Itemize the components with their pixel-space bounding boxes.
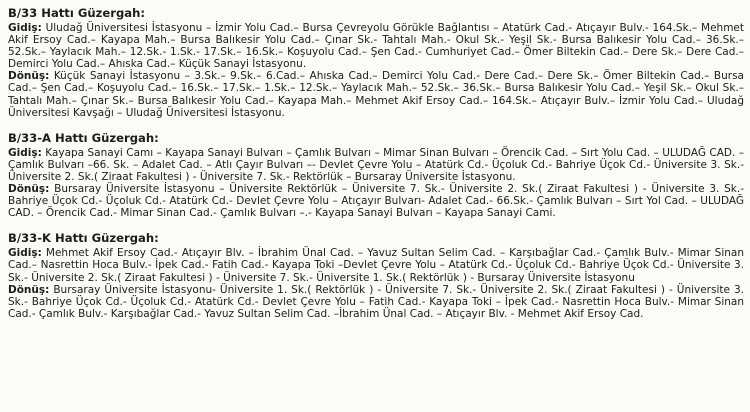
route-section-b33 [8, 6, 744, 119]
return-label: Dönüş: [8, 70, 50, 83]
outbound-route [8, 147, 744, 183]
section-title: B/33-K Hattı Güzergah: [8, 231, 159, 246]
outbound-route-text: Uludağ Üniversitesi İstasyonu – İzmir Yolu Cad.– Bursa Çevreyolu Görükle Bağlantısı – Atatürk Cad.- Atıçayır Bulv.- 164.Sk.– Mehmet Akif Ersoy Cad.– Kayapa Mah.– Bursa Balıkesir Yolu Cad.– Çınar Sk.- Tahtalı Mah.- Okul Sk.- Yeşil Sk.- Bursa Balıkesir Yolu Cad.– 36.Sk.– 52.Sk.– Yaylacık Mah.– 12.Sk.- 1.Sk.- 17.Sk.– 16.Sk.– Koşuyolu Cad.– Şen Cad.- Cumhuriyet Cad.– Ömer Biltekin Cad.– Dere Sk.– Dere Cad.– Demirci Yolu Cad.– Ahıska Cad.– Küçük Sanayi İstasyonu. [8, 22, 744, 71]
return-label: Dönüş: [8, 183, 50, 196]
outbound-label: Gidiş: [8, 146, 42, 159]
section-title: B/33 Hattı Güzergah: [8, 6, 145, 20]
outbound-route [8, 22, 744, 70]
outbound-label: Gidiş: [8, 247, 42, 260]
outbound-route [8, 247, 744, 283]
return-route-text: Küçük Sanayi İstasyonu – 3.Sk.– 9.Sk.– 6.Cad.– Ahıska Cad.– Demirci Yolu Cad.- Dere Cad.– Dere Sk.– Ömer Biltekin Cad.– Bursa Cad.– Şen Cad.– Koşuyolu Cad.– 16.Sk.– 17.Sk.– 1.Sk.– 12.Sk.– Yaylacık Mah.– 52.Sk.– 36.Sk.– Bursa Balıkesir Yolu Cad.– Yeşil Sk.– Okul Sk.– Tahtalı Mah.– Çınar Sk.– Bursa Balıkesir Yolu Cad.– Kayapa Mah.– Mehmet Akif Ersoy Cad.– 164.Sk.– Atıçayır Bulv.– İzmir Yolu Cad.– Uludağ Üniversitesi Kavşağı – Uludağ Üniversitesi İstasyonu. [8, 70, 744, 119]
outbound-route-text: Mehmet Akif Ersoy Cad.- Atıçayır Blv. – İbrahim Ünal Cad. – Yavuz Sultan Selim Cad. – Karşıbağlar Cad.- Çamlık Bulv.- Mimar Sinan Cad.– Nasrettin Hoca Bulv.- İpek Cad.- Fatih Cad.- Kayapa Toki –Devlet Çevre Yolu – Atatürk Cd.- Üçoluk Cd.- Bahriye Üçok Cd.- Üniversite 3. Sk.- Üniversite 2. Sk.( Ziraat Fakultesi ) - Üniversite 7. Sk.- Üniversite 1. Sk.( Rektörlük ) - Bursaray Üniversite İstasyonu [8, 247, 744, 284]
return-route-text: Bursaray Üniversite İstasyonu – Üniversite Rektörlük – Üniversite 7. Sk.- Üniversite 2. Sk.( Ziraat Fakultesi ) - Üniversite 3. Sk.- Bahriye Üçok Cd.- Üçoluk Cd.- Atatürk Cd.- Devlet Çevre Yolu – Atıçayır Bulvarı- Adalet Cad.- 66.Sk.- Çamlık Bulvarı – Sırt Yol Cad. – ULUDAĞ CAD. – Örencik Cad.- Mimar Sinan Cad.- Çamlık Bulvarı –.- Kayapa Sanayi Bulvarı – Kayapa Sanayi Cami. [8, 183, 744, 220]
outbound-label: Gidiş: [8, 22, 42, 34]
route-section-b33-a [8, 131, 744, 220]
return-route-text: Bursaray Üniversite İstasyonu- Üniversite 1. Sk.( Rektörlük ) - Üniversite 7. Sk.- Üniversite 2. Sk.( Ziraat Fakultesi ) - Üniversite 3. Sk.- Bahriye Üçok Cd.- Üçoluk Cd.- Atatürk Cd.- Devlet Çevre Yolu – Fatih Cad.- Kayapa Toki – İpek Cad.- Nasrettin Hoca Bulv.- Mimar Sinan Cad.- Çamlık Bulv.- Karşıbağlar Cad.- Yavuz Sultan Selim Cad. –İbrahim Ünal Cad. – Atıçayır Blv. - Mehmet Akif Ersoy Cad. [8, 283, 744, 320]
outbound-route-text: Kayapa Sanayi Camı – Kayapa Sanayi Bulvarı – Çamlık Bulvarı – Mimar Sinan Bulvarı – Örencik Cad. – Sırt Yolu Cad. – ULUDAĞ CAD. – Çamlık Bulvarı –66. Sk. – Adalet Cad. – Atlı Çayır Bulvarı –- Devlet Çevre Yolu – Atatürk Cd.- Üçoluk Cd.- Bahriye Üçok Cd.- Üniversite 3. Sk.- Üniversite 2. Sk.( Ziraat Fakultesi ) - Üniversite 7. Sk.- Rektörlük – Bursaray Üniversite İstasyonu. [8, 146, 744, 183]
route-section-b33-k [8, 231, 744, 320]
section-title: B/33-A Hattı Güzergah: [8, 130, 159, 145]
return-label: Dönüş: [8, 283, 50, 296]
return-route [8, 183, 744, 219]
return-route [8, 70, 744, 118]
return-route [8, 284, 744, 320]
